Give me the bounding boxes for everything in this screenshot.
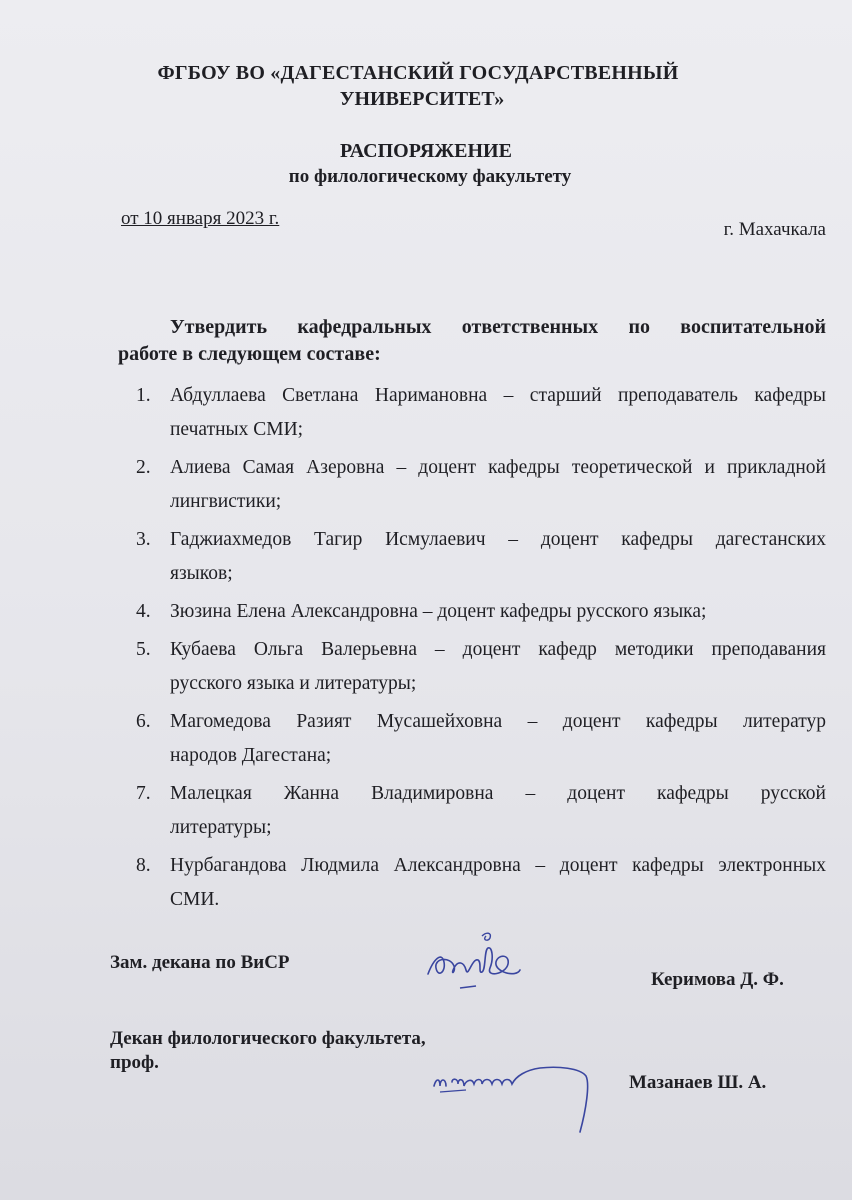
list-item-number: 6. (136, 711, 151, 732)
list-item-number: 7. (136, 783, 151, 804)
list-item (136, 849, 826, 917)
list-item-line2: народов Дагестана; (170, 745, 332, 766)
list-item-line1: Кубаева Ольга Валерьевна – доцент кафедр методики преподавания (170, 639, 826, 660)
list-item-line2: литературы; (170, 817, 272, 838)
dean-signature-icon (430, 1048, 600, 1143)
document-date: от 10 января 2023 г. (121, 208, 280, 229)
list-item (136, 451, 826, 519)
list-item-line1: Алиева Самая Азеровна – доцент кафедры теоретической и прикладной (170, 457, 826, 478)
list-item-line2: языков; (170, 563, 233, 584)
document-city: г. Махачкала (723, 219, 826, 240)
org-name-line1: ФГБОУ ВО «ДАГЕСТАНСКИЙ ГОСУДАРСТВЕННЫЙ (157, 62, 679, 84)
list-item (136, 777, 826, 845)
list-item (136, 633, 826, 701)
list-item-number: 1. (136, 385, 151, 406)
document-type: РАСПОРЯЖЕНИЕ (340, 140, 512, 162)
document-scope: по филологическому факультету (288, 166, 572, 187)
deputy-signature-icon (420, 928, 530, 998)
deputy-title: Зам. декана по ВиСР (110, 952, 290, 973)
deputy-name: Керимова Д. Ф. (651, 969, 784, 990)
list-item-line2: лингвистики; (170, 491, 282, 512)
list-item (136, 595, 826, 629)
responsible-list (136, 379, 826, 921)
list-item-number: 8. (136, 855, 151, 876)
list-item-line2: печатных СМИ; (170, 419, 304, 440)
list-item-number: 5. (136, 639, 151, 660)
dean-title-line2: проф. (110, 1052, 159, 1073)
list-item-number: 4. (136, 601, 151, 622)
list-item-number: 3. (136, 529, 151, 550)
list-item-line1: Магомедова Разият Мусашейховна – доцент кафедры литератур (170, 711, 826, 732)
list-item (136, 523, 826, 591)
org-name-line2: УНИВЕРСИТЕТ» (339, 88, 505, 110)
list-item-line1: Зюзина Елена Александровна – доцент кафедры русского языка; (170, 601, 707, 622)
list-item (136, 379, 826, 447)
list-item-line1: Нурбагандова Людмила Александровна – доцент кафедры электронных (170, 855, 826, 876)
dean-title-line1: Декан филологического факультета, (110, 1028, 426, 1049)
dean-name: Мазанаев Ш. А. (629, 1072, 767, 1093)
list-item (136, 705, 826, 773)
intro-line1: Утвердить кафедральных ответственных по воспитательной (170, 316, 826, 338)
list-item-number: 2. (136, 457, 151, 478)
list-item-line2: русского языка и литературы; (170, 673, 417, 694)
list-item-line1: Гаджиахмедов Тагир Исмулаевич – доцент кафедры дагестанских (170, 529, 826, 550)
list-item-line1: Малецкая Жанна Владимировна – доцент кафедры русской (170, 783, 826, 804)
list-item-line1: Абдуллаева Светлана Наримановна – старший преподаватель кафедры (170, 385, 826, 406)
intro-line2: работе в следующем составе: (118, 343, 381, 365)
list-item-line2: СМИ. (170, 889, 220, 910)
